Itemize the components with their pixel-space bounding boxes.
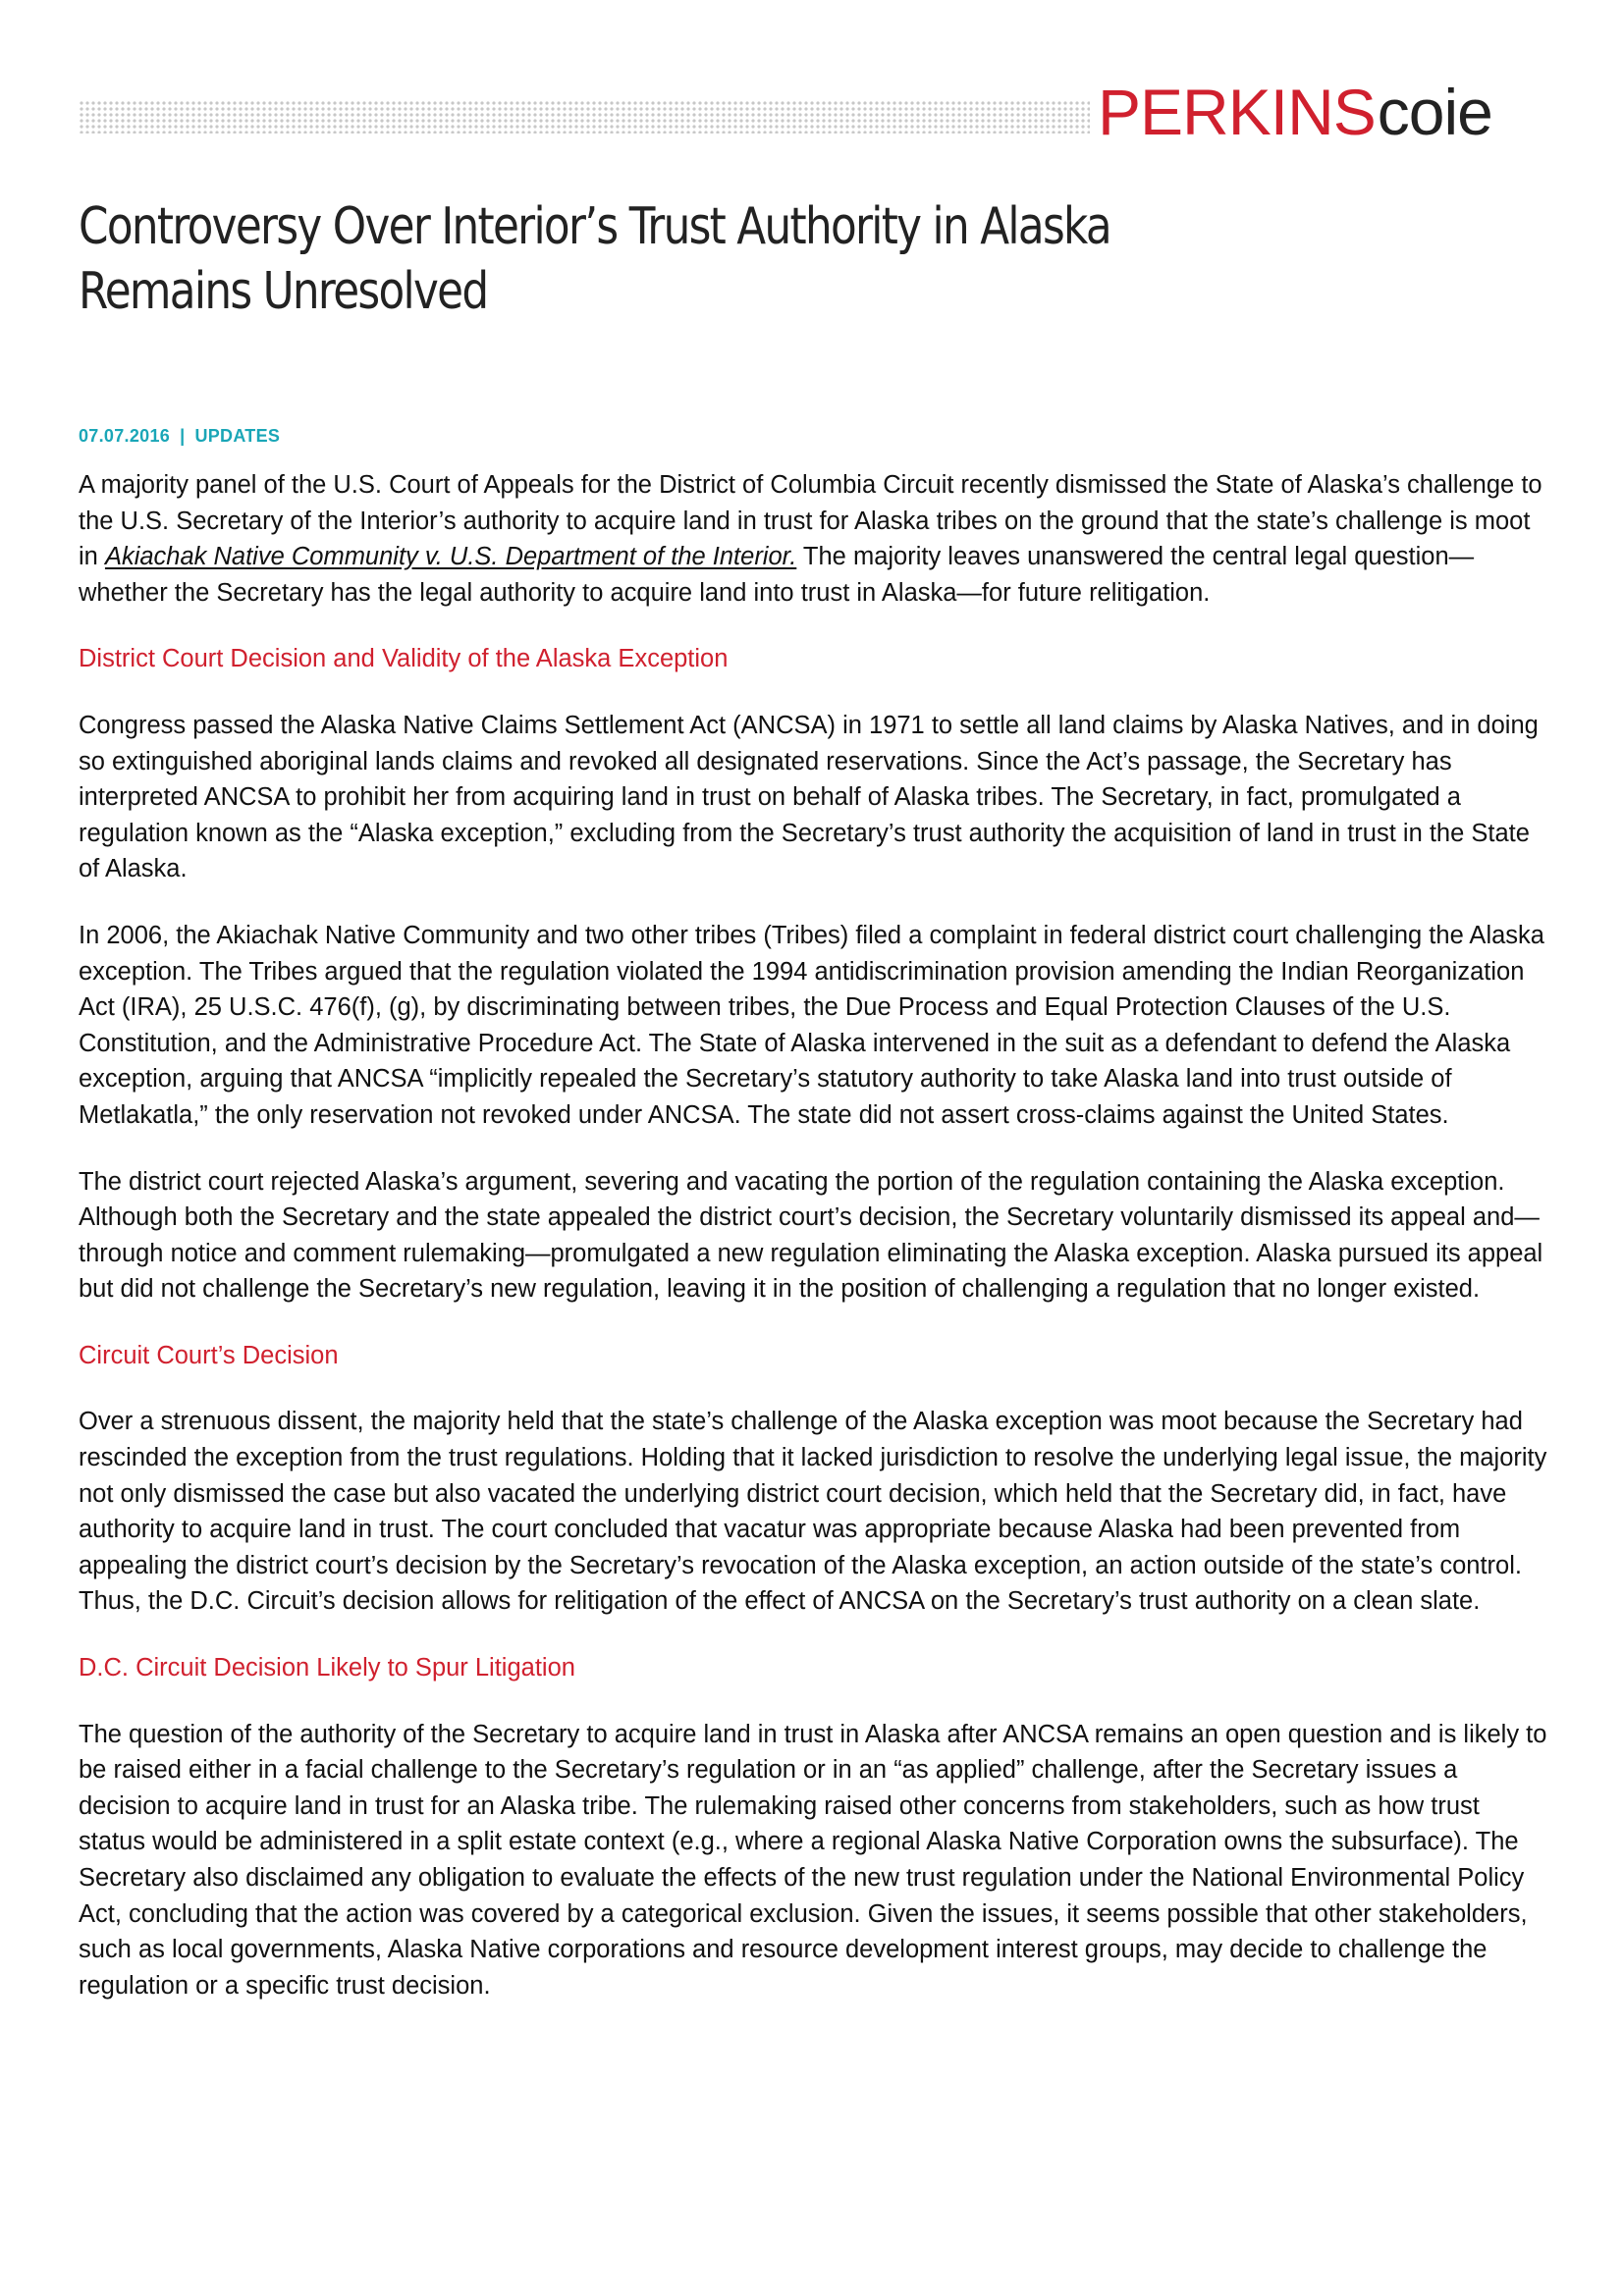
section-heading-district-court: District Court Decision and Validity of the Alaska Exception: [79, 645, 729, 673]
logo-perkins: PERKINS: [1098, 76, 1376, 148]
logo-coie: coie: [1377, 76, 1492, 148]
paragraph: Congress passed the Alaska Native Claims Settlement Act (ANCSA) in 1971 to settle all land claims by Alaska Natives, and in doing so extinguished aboriginal lands claims and revoked all designated reservations. Since the Act’s passage, the Secretary has interpreted ANCSA to prohibit her from acquiring land in trust on behalf of Alaska tribes. The Secretary, in fact, promulgated a regulation known as the “Alaska exception,” excluding from the Secretary’s trust authority the acquisition of land in trust in the State of Alaska.: [79, 711, 1539, 883]
paragraph: The district court rejected Alaska’s argument, severing and vacating the portion of the regulation containing the Alaska exception. Although both the Secretary and the state appealed the district court’s decision, the Secretary voluntarily dismissed its appeal and—through notice and comment rulemaking—promulgated a new regulation eliminating the Alaska exception. Alaska pursued its appeal but did not challenge the Secretary’s new regulation, leaving it in the position of challenging a regulation that no longer existed.: [79, 1167, 1543, 1304]
article-body: [79, 467, 1551, 2034]
paragraph: In 2006, the Akiachak Native Community and two other tribes (Tribes) filed a complaint in federal district court challenging the Alaska exception. The Tribes argued that the regulation violated the 1994 antidiscrimination provision amending the Indian Reorganization Act (IRA), 25 U.S.C. 476(f), (g), by discriminating between tribes, the Due Process and Equal Protection Clauses of the U.S. Constitution, and the Administrative Procedure Act. The State of Alaska intervened in the suit as a defendant to defend the Alaska exception, arguing that ANCSA “implicitly repealed the Secretary’s statutory authority to take Alaska land into trust outside of Metlakatla,” the only reservation not revoked under ANCSA. The state did not assert cross-claims against the United States.: [79, 921, 1544, 1129]
case-link[interactable]: Akiachak Native Community v. U.S. Department of the Interior.: [104, 543, 797, 571]
intro-paragraph: [79, 467, 1551, 611]
section-heading-circuit-court: Circuit Court’s Decision: [79, 1341, 339, 1369]
page-header: [79, 73, 1551, 151]
article-meta: [79, 424, 280, 448]
perkins-coie-logo[interactable]: [1098, 73, 1492, 151]
article-date: 07.07.2016: [79, 426, 171, 446]
article-category[interactable]: UPDATES: [194, 426, 281, 446]
dotted-rule: [79, 100, 1090, 133]
intro-text: A majority panel of the U.S. Court of Appeals for the District of Columbia Circuit recently dismissed the State of Alaska’s challenge to the U.S. Secretary of the Interior’s authority to acquire land in trust for Alaska tribes on the ground that the state’s challenge is moot in: [79, 471, 1542, 571]
article-title: Controversy Over Interior’s Trust Authority in Alaska Remains Unresolved: [79, 197, 1110, 321]
meta-separator: |: [180, 426, 186, 446]
section-heading-litigation: D.C. Circuit Decision Likely to Spur Litigation: [79, 1654, 575, 1682]
paragraph: The question of the authority of the Secretary to acquire land in trust in Alaska after ANCSA remains an open question and is likely to be raised either in a facial challenge to the Secretary’s regulation or in an “as applied” challenge, after the Secretary issues a decision to acquire land in trust for an Alaska tribe. The rulemaking raised other concerns from stakeholders, such as how trust status would be administered in a split estate context (e.g., where a regional Alaska Native Corporation owns the subsurface). The Secretary also disclaimed any obligation to evaluate the effects of the new trust regulation under the National Environmental Policy Act, concluding that the action was covered by a categorical exclusion. Given the issues, it seems possible that other stakeholders, such as local governments, Alaska Native corporations and resource development interest groups, may decide to challenge the regulation or a specific trust decision.: [79, 1720, 1547, 2000]
paragraph: Over a strenuous dissent, the majority held that the state’s challenge of the Alaska exception was moot because the Secretary had rescinded the exception from the trust regulations. Holding that it lacked jurisdiction to resolve the underlying legal issue, the majority not only dismissed the case but also vacated the underlying district court decision, which held that the Secretary did, in fact, have authority to acquire land in trust. The court concluded that vacatur was appropriate because Alaska had been prevented from appealing the district court’s decision by the Secretary’s revocation of the Alaska exception, an action outside of the state’s control. Thus, the D.C. Circuit’s decision allows for relitigation of the effect of ANCSA on the Secretary’s trust authority on a clean slate.: [79, 1408, 1547, 1616]
intro-text-continued: The majority leaves unanswered the central legal question—whether the Secretary has the legal authority to acquire land into trust in Alaska—for future relitigation.: [79, 543, 1475, 607]
